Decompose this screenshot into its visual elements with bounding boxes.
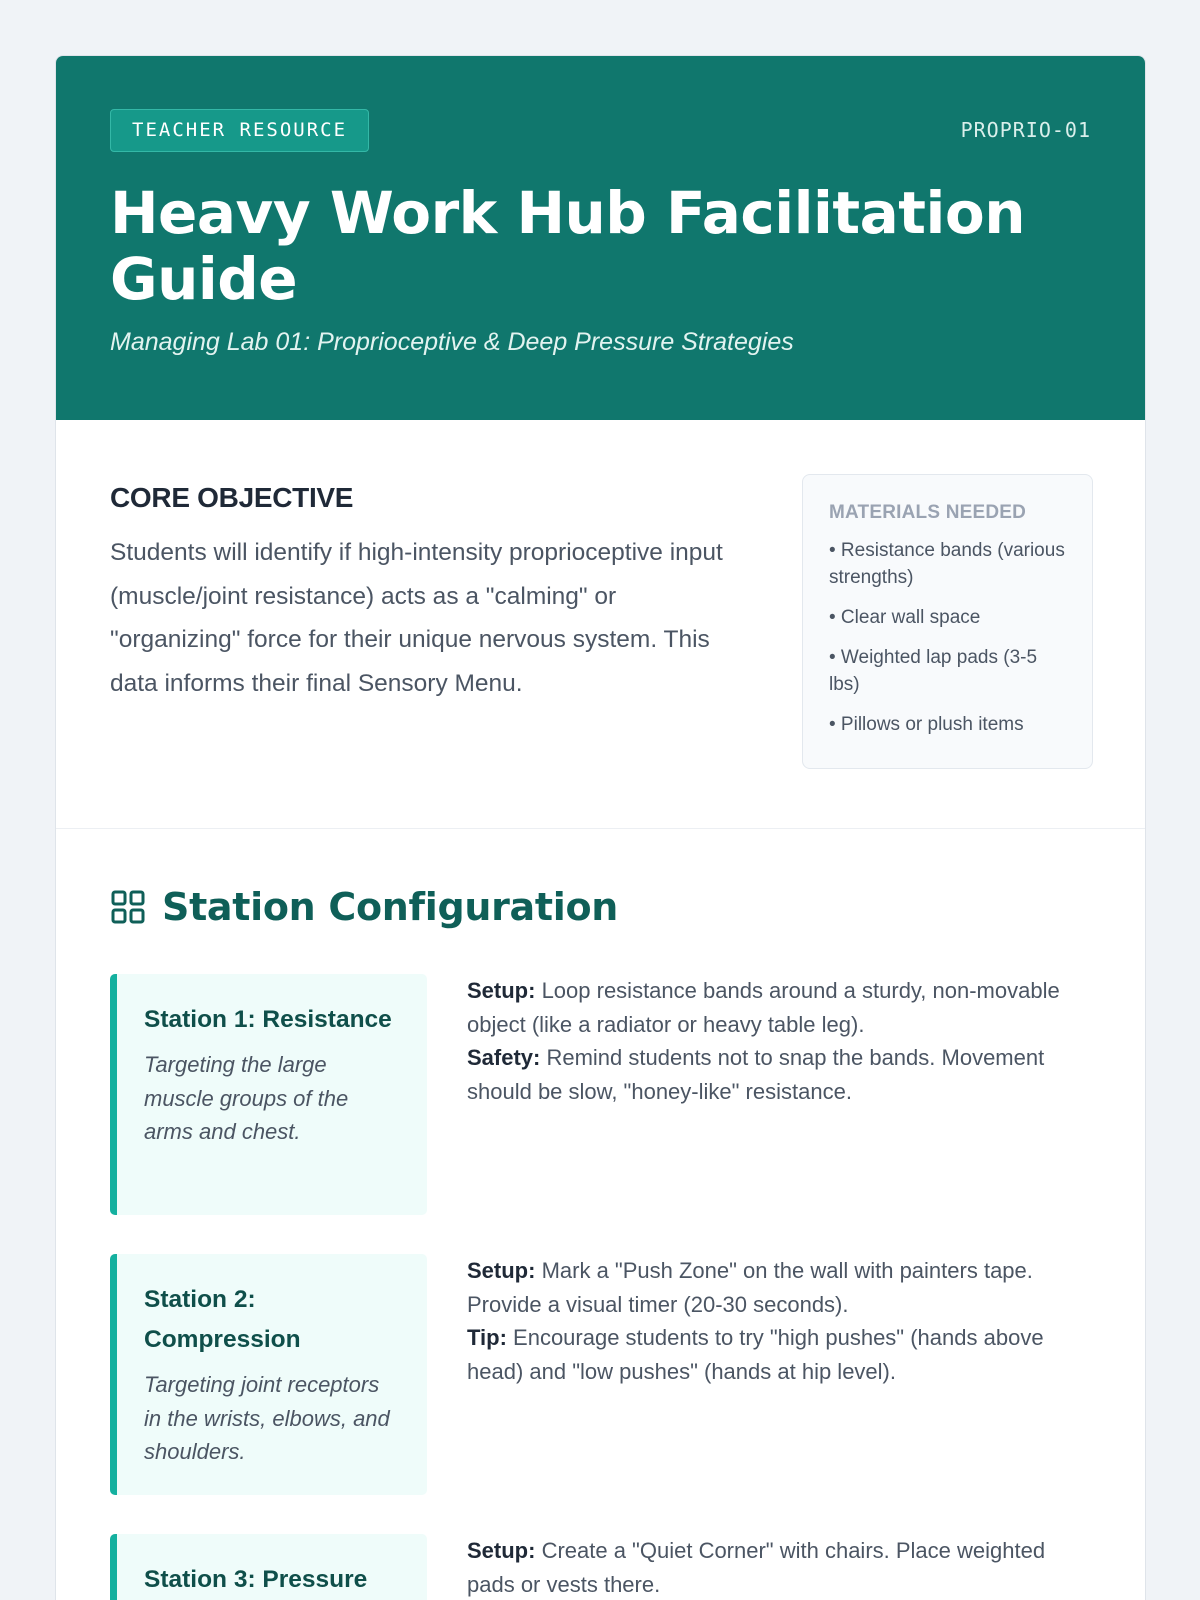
materials-heading: MATERIALS NEEDED: [829, 502, 1027, 523]
page-subtitle: Managing Lab 01: Proprioceptive & Deep Pressure Strategies: [110, 328, 794, 356]
setup-label: Setup:: [467, 1258, 536, 1283]
station-details: [467, 1534, 1092, 1600]
safety-label: Safety:: [467, 1045, 541, 1070]
grid-icon: [110, 889, 146, 925]
material-item: • Clear wall space: [829, 607, 981, 628]
station-details: [467, 974, 1092, 1108]
station-description: Targeting joint receptors in the wrists, elbows, and shoulders.: [144, 1372, 390, 1464]
setup-text: Mark a "Push Zone" on the wall with painters tape. Provide a visual timer (20-30 seconds).: [467, 1258, 1033, 1317]
setup-label: Setup:: [467, 978, 536, 1003]
stations-heading-row: [110, 885, 618, 929]
guide-card: [55, 55, 1146, 1600]
document-code: PROPRIO-01: [960, 118, 1091, 142]
objective-text: Students will identify if high-intensity proprioceptive input (muscle/joint resistance) acts as a "calming" or "organizing" force for their unique nervous system. This data informs their final Sensory Menu.: [110, 539, 723, 697]
materials-panel: [802, 474, 1093, 769]
tip-text: Encourage students to try "high pushes" (hands above head) and "low pushes" (hands at hip level).: [467, 1325, 1044, 1384]
station-name: Station 3: Pressure: [144, 1566, 368, 1593]
station-name: Station 1: Resistance: [144, 1006, 392, 1033]
safety-text: Remind students not to snap the bands. Movement should be slow, "honey-like" resistance.: [467, 1045, 1045, 1104]
teacher-resource-badge: TEACHER RESOURCE: [110, 109, 369, 152]
page-title: Heavy Work Hub Facilitation Guide: [110, 179, 1025, 313]
station-card: [110, 974, 427, 1215]
tip-label: Tip:: [467, 1325, 507, 1350]
material-item: • Pillows or plush items: [829, 714, 1024, 735]
material-item: • Resistance bands (various strengths): [829, 540, 1065, 588]
material-item: • Weighted lap pads (3-5 lbs): [829, 647, 1038, 695]
setup-text: Create a "Quiet Corner" with chairs. Place weighted pads or vests there.: [467, 1538, 1046, 1597]
station-description: Targeting the large muscle groups of the arms and chest.: [144, 1052, 349, 1144]
station-details: [467, 1254, 1092, 1388]
setup-text: Loop resistance bands around a sturdy, non-movable object (like a radiator or heavy table leg).: [467, 978, 1060, 1037]
materials-list: [829, 537, 1066, 738]
guide-header: [56, 56, 1145, 420]
objective-heading: CORE OBJECTIVE: [110, 482, 354, 513]
stations-heading: Station Configuration: [162, 885, 619, 929]
station-name: Station 2: Compression: [144, 1286, 301, 1353]
objective-section: [56, 420, 1145, 829]
setup-label: Setup:: [467, 1538, 536, 1563]
station-card: [110, 1254, 427, 1495]
station-card: [110, 1534, 427, 1600]
